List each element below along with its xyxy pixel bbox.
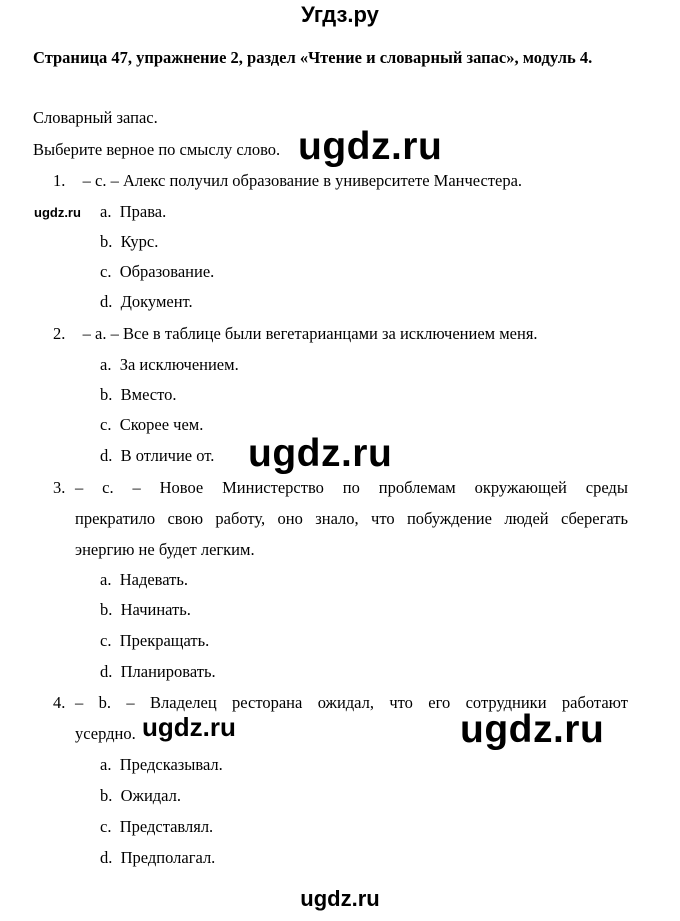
option [100, 786, 181, 806]
option-letter: a. [100, 355, 112, 374]
option [100, 755, 223, 775]
option [100, 662, 216, 682]
option [100, 355, 239, 375]
option-letter: b. [100, 385, 113, 404]
option-letter: c. [100, 415, 112, 434]
option-letter: d. [100, 446, 113, 465]
option [100, 848, 215, 868]
option [100, 292, 193, 312]
question-3-line-2: прекратило свою работу, оно знало, что побуждение людей сберегать [75, 509, 628, 528]
option [100, 446, 214, 466]
question-4-line-2: усердно. [75, 724, 136, 743]
question-text: – a. – Все в таблице были вегетарианцами за исключением меня. [82, 324, 538, 343]
option [100, 600, 191, 620]
option-letter: c. [100, 262, 112, 281]
option [100, 202, 166, 222]
option-letter: d. [100, 662, 113, 681]
watermark: ugdz.ru [460, 708, 605, 751]
question-3-line-1: – c. – Новое Министерство по проблемам окружающей среды [75, 478, 628, 497]
option-text: Представлял. [119, 817, 214, 836]
option-letter: a. [100, 202, 112, 221]
watermark: ugdz.ru [298, 125, 443, 168]
option-letter: a. [100, 755, 112, 774]
option-text: Курс. [120, 232, 159, 251]
option-text: Прекращать. [119, 631, 210, 650]
option-text: Права. [119, 202, 167, 221]
option [100, 570, 188, 590]
option [100, 262, 214, 282]
option-letter: d. [100, 292, 113, 311]
option [100, 232, 158, 252]
option-text: Предсказывал. [119, 755, 223, 774]
option-text: Скорее чем. [119, 415, 204, 434]
subtitle: Словарный запас. [33, 108, 158, 127]
footer-watermark: ugdz.ru [300, 886, 380, 911]
question-number: 2. [53, 324, 66, 343]
question-text: – c. – Алекс получил образование в университете Манчестера. [82, 171, 523, 190]
page-heading: Страница 47, упражнение 2, раздел «Чтение и словарный запас», модуль 4. [33, 48, 593, 67]
question-number: 1. [53, 171, 66, 190]
option [100, 817, 213, 837]
watermark-medium: ugdz.ru [142, 712, 236, 742]
option-letter: c. [100, 631, 112, 650]
option-letter: b. [100, 232, 113, 251]
option [100, 415, 203, 435]
option-text: Планировать. [120, 662, 216, 681]
option-text: Ожидал. [120, 786, 181, 805]
option [100, 631, 209, 651]
option-text: Образование. [119, 262, 215, 281]
option-text: Начинать. [120, 600, 191, 619]
option-text: Документ. [120, 292, 193, 311]
watermark: ugdz.ru [248, 432, 393, 475]
question-1 [53, 171, 522, 191]
option-letter: b. [100, 786, 113, 805]
option-letter: c. [100, 817, 112, 836]
option-letter: d. [100, 848, 113, 867]
option-text: За исключением. [119, 355, 239, 374]
question-4-number: 4. [53, 693, 66, 712]
question-3-number: 3. [53, 478, 66, 497]
option [100, 385, 177, 405]
site-title: Угдз.ру [301, 2, 379, 27]
question-2 [53, 324, 538, 344]
watermark-small: ugdz.ru [34, 205, 81, 220]
option-letter: a. [100, 570, 112, 589]
option-letter: b. [100, 600, 113, 619]
question-4-line-1: – b. – Владелец ресторана ожидал, что его сотрудники работают [75, 693, 628, 712]
option-text: В отличие от. [120, 446, 215, 465]
option-text: Надевать. [119, 570, 188, 589]
question-3-line-3: энергию не будет легким. [75, 540, 255, 559]
option-text: Вместо. [120, 385, 177, 404]
instruction: Выберите верное по смыслу слово. [33, 140, 281, 159]
option-text: Предполагал. [120, 848, 216, 867]
